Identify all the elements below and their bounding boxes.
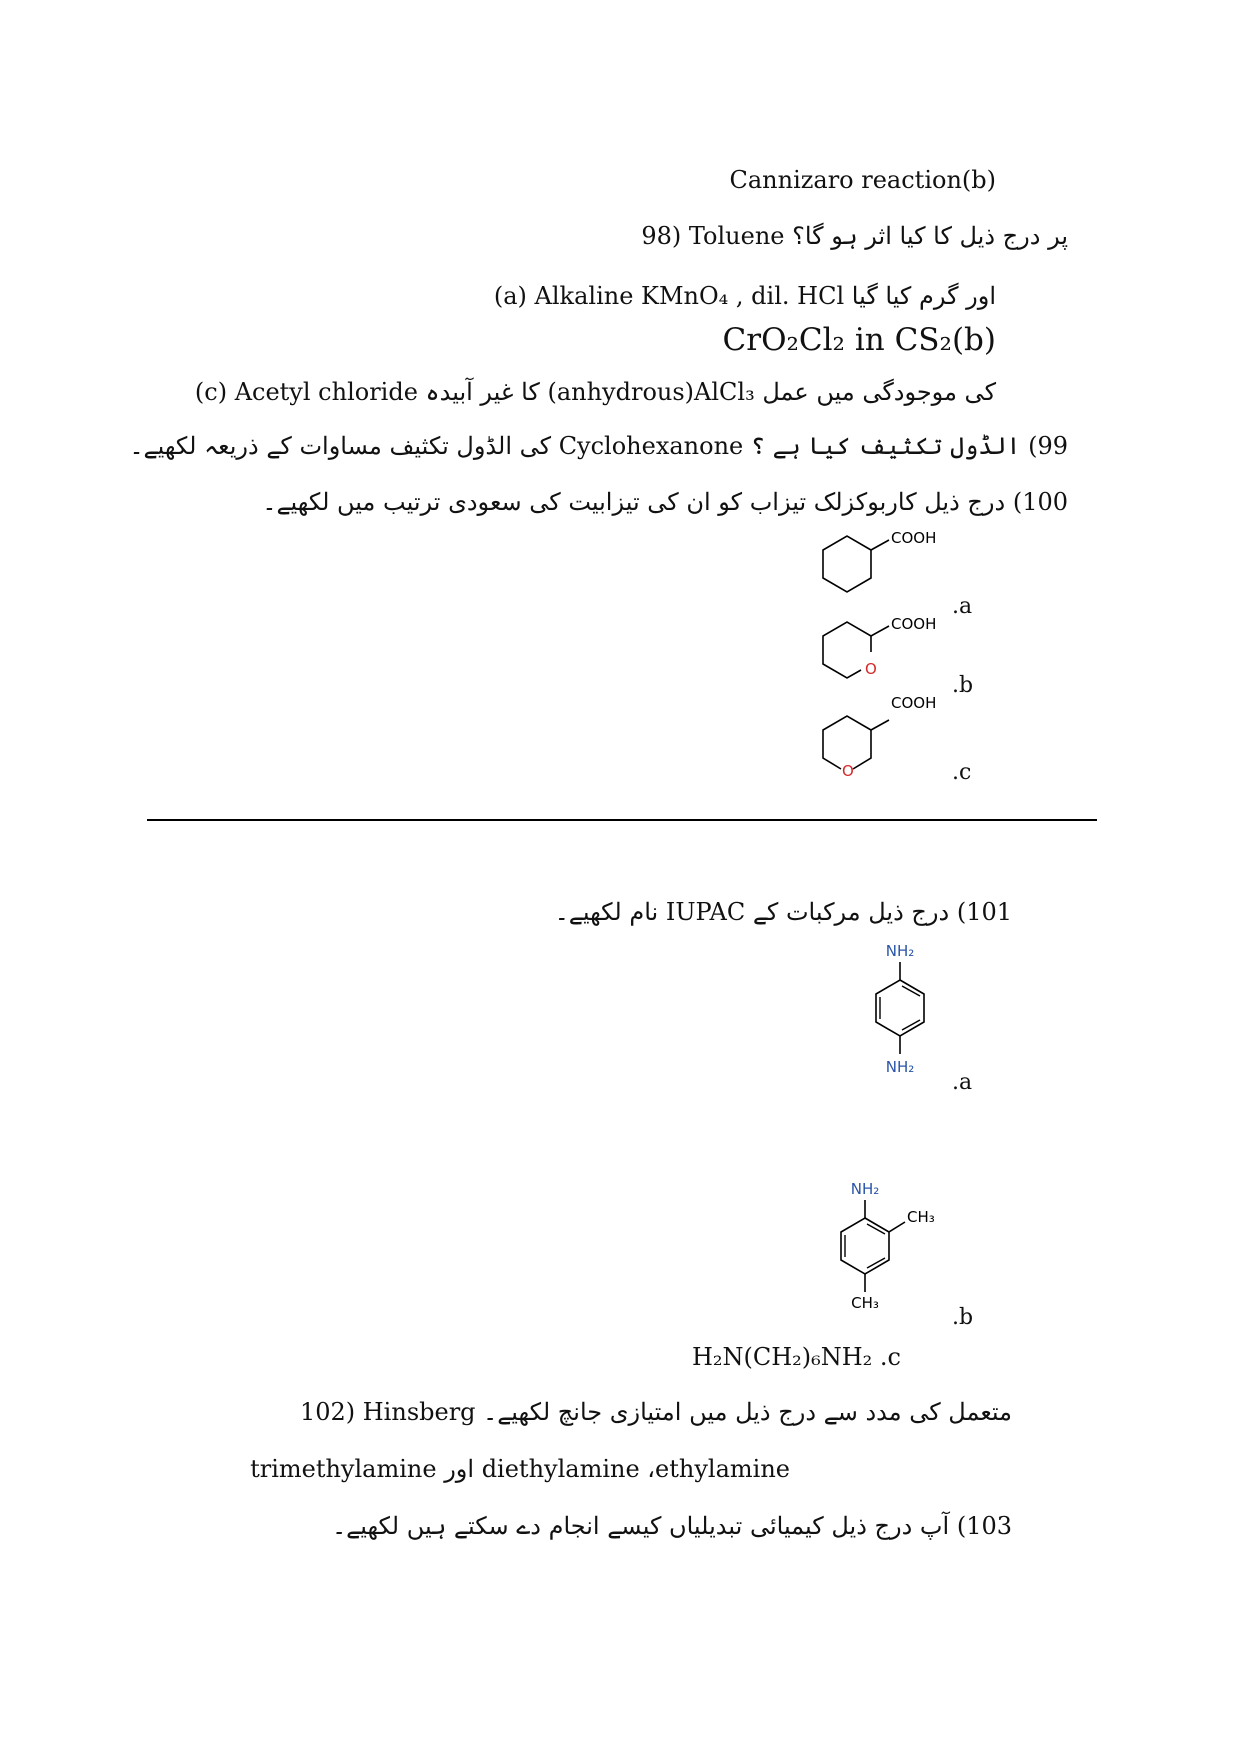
q98-stem: 98) Toluene پر درج ذیل کا کیا اثر ہو گا؟ bbox=[641, 222, 1068, 250]
structure-cyclohexane-carboxylic-acid bbox=[805, 528, 965, 608]
structure-benzene-1-4-diamine bbox=[860, 940, 940, 1080]
svg-text:NH₂: NH₂ bbox=[885, 942, 915, 960]
svg-text:CH₃: CH₃ bbox=[907, 1208, 935, 1226]
q103-stem: 103) آپ درج ذیل کیمیائی تبدیلیاں کیسے انجام دے سکتے ہیں لکھیے۔ bbox=[332, 1512, 1012, 1540]
q99-stem: 99) الڈول تکثیف کیا ہے ؟ Cyclohexanone کی الڈول تکثیف مساوات کے ذریعہ لکھیے۔ bbox=[129, 432, 1068, 460]
svg-text:COOH: COOH bbox=[891, 529, 937, 547]
q102-stem: 102) Hinsberg متعمل کی مدد سے درج ذیل میں امتیازی جانچ لکھیے۔ bbox=[299, 1398, 1012, 1426]
q98-option-c: (c) Acetyl chloride کا غیر آبیدہ (anhydrous)AlCl₃ کی موجودگی میں عمل bbox=[194, 378, 996, 406]
svg-text:O: O bbox=[865, 660, 877, 678]
structure-oxane-2-carboxylic-acid bbox=[805, 608, 965, 688]
q98-option-b: CrO₂Cl₂ in CS₂(b) bbox=[722, 322, 996, 358]
svg-text:COOH: COOH bbox=[891, 694, 937, 712]
svg-text:NH₂: NH₂ bbox=[850, 1180, 880, 1198]
q100-stem: 100) درج ذیل کاربوکزلک تیزاب کو ان کی تیزابیت کی سعودی ترتیب میں لکھیے۔ bbox=[262, 488, 1068, 516]
svg-text:CH₃: CH₃ bbox=[851, 1294, 879, 1312]
q100-label-b: .b bbox=[952, 673, 974, 698]
structure-2-4-dimethylaniline bbox=[815, 1178, 955, 1318]
q101-option-c: H₂N(CH₂)₆NH₂ .c bbox=[691, 1343, 901, 1371]
svg-text:O: O bbox=[842, 762, 854, 780]
section-divider bbox=[147, 819, 1097, 821]
q102-compounds: trimethylamine اور diethylamine ،ethylamine bbox=[250, 1455, 790, 1483]
svg-text:COOH: COOH bbox=[891, 615, 937, 633]
q101-stem: 101) درج ذیل مرکبات کے IUPAC نام لکھیے۔ bbox=[554, 898, 1012, 926]
q101-label-a: .a bbox=[952, 1070, 973, 1095]
q101-label-b: .b bbox=[952, 1305, 974, 1330]
q100-label-c: .c bbox=[952, 760, 972, 785]
q97-option-b: Cannizaro reaction(b) bbox=[729, 166, 996, 194]
structure-oxane-3-carboxylic-acid bbox=[805, 688, 965, 780]
svg-text:NH₂: NH₂ bbox=[885, 1058, 915, 1076]
q98-option-a: (a) Alkaline KMnO₄ , dil. HCl اور گرم کیا گیا bbox=[493, 282, 996, 310]
q100-label-a: .a bbox=[952, 594, 973, 619]
